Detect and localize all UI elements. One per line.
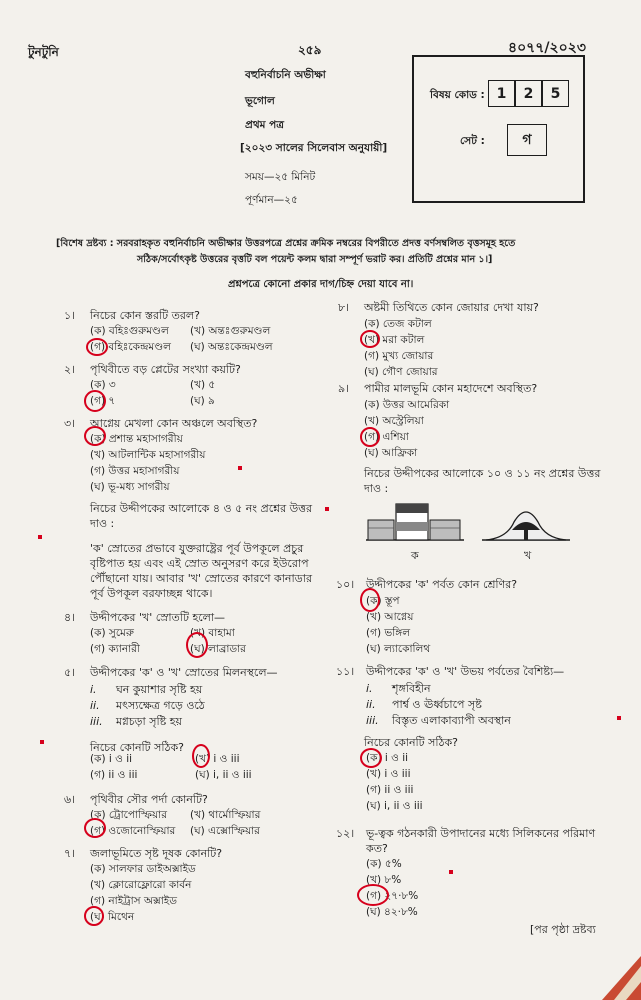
mountain-figures xyxy=(362,498,574,560)
option-d: (ঘ) লাব্রাডার xyxy=(190,643,246,655)
statement-text: পার্শ্ব ও ঊর্ধ্বচাপে সৃষ্ট xyxy=(392,698,482,711)
question-number: ৪। xyxy=(64,611,76,624)
syllabus: [২০২৩ সালের সিলেবাস অনুযায়ী] xyxy=(240,142,388,154)
stimulus-intro: নিচের উদ্দীপকের আলোকে ৪ ও ৫ নং প্রশ্নের উত্তর xyxy=(90,502,313,515)
stimulus-text: 'ক' স্রোতের প্রভাবে যুক্তরাষ্ট্রের পূর্ব উপকূলে প্রচুর xyxy=(90,542,304,555)
next-page-note: [পর পৃষ্ঠা দ্রষ্টব্য xyxy=(530,923,596,936)
full-marks: পূর্ণমান—২৫ xyxy=(245,194,298,206)
statement-label: iii. xyxy=(366,714,379,727)
which-correct: নিচের কোনটি সঠিক? xyxy=(364,736,458,749)
question-number: ১। xyxy=(64,309,76,322)
question-text: ভূ-ত্বক গঠনকারী উপাদানের মধ্যে সিলিকনের পরিমাণ xyxy=(366,827,596,840)
subject-code-digit: 1 xyxy=(488,80,515,107)
option-c: (গ) ৭ xyxy=(90,395,116,407)
option-b: (খ) অন্তঃগুরুমণ্ডল xyxy=(190,325,271,337)
laccolith-mountain-figure xyxy=(482,512,570,540)
question-text: নিচের কোন স্তরটি তরল? xyxy=(90,309,200,322)
question-number: ৩। xyxy=(64,417,76,430)
option-a: (ক) ৩ xyxy=(90,379,116,391)
document-code: ৪০৭৭/২০২৩ xyxy=(508,40,586,56)
question-number: ১১। xyxy=(336,665,355,678)
question-text: আগ্নেয় মেখলা কোন অঞ্চলে অবস্থিত? xyxy=(90,417,258,430)
option-b: (খ) ৮% xyxy=(366,874,402,886)
option-d: (ঘ) ল্যাকোলিথ xyxy=(366,643,431,655)
set-value: গ xyxy=(507,124,547,156)
answer-mark xyxy=(84,818,106,838)
stimulus-text: বৃষ্টিপাত হয় এবং এই স্রোত অনুসরণ করে ইউরোপ xyxy=(90,557,309,570)
question-text: উদ্দীপকের 'ক' ও 'খ' উভয় পর্বতের বৈশিষ্ট্য— xyxy=(366,665,565,678)
option-b: (খ) মরা কটাল xyxy=(364,334,425,346)
option-a: (ক) তেজ কটাল xyxy=(364,318,432,330)
option-c: (গ) ii ও iii xyxy=(366,784,414,796)
question-number: ৯। xyxy=(338,382,350,395)
subject-code-box xyxy=(412,55,585,203)
statement-label: iii. xyxy=(90,715,103,728)
option-c: (গ) নাইট্রাস অক্সাইড xyxy=(90,895,178,907)
option-a: (ক) সালফার ডাইঅক্সাইড xyxy=(90,863,196,875)
instruction-line-1: [বিশেষ দ্রষ্টব্য : সরবরাহকৃত বহুনির্বাচনি অভীক্ষার উত্তরপত্রে প্রশ্নের ক্রমিক নম্বরের বিপরীতে প্রদত্ত বর্ণসম্বলিত বৃত্তসমূহ হতে xyxy=(56,238,516,249)
question-text: পামীর মালভূমি কোন মহাদেশে অবস্থিত? xyxy=(364,382,538,395)
statement-label: i. xyxy=(366,682,373,695)
option-d: (ঘ) i, ii ও iii xyxy=(195,769,252,781)
question-number: ১০। xyxy=(336,578,355,591)
statement-label: ii. xyxy=(366,698,376,711)
option-d: (ঘ) মিথেন xyxy=(90,911,135,923)
option-d: (ঘ) এক্সোস্ফিয়ার xyxy=(190,825,260,837)
option-c: (গ) মুখ্য জোয়ার xyxy=(364,350,434,362)
stimulus-intro: দাও : xyxy=(364,482,389,495)
exam-time: সময়—২৫ মিনিট xyxy=(245,171,316,183)
option-a: (ক) i ও ii xyxy=(90,753,133,765)
option-b: (খ) আগ্নেয় xyxy=(366,611,414,623)
option-d: (ঘ) গৌণ জোয়ার xyxy=(364,366,438,378)
red-dot xyxy=(238,466,242,470)
answer-mark xyxy=(84,906,104,926)
which-correct: নিচের কোনটি সঠিক? xyxy=(90,741,184,754)
subject: ভূগোল xyxy=(245,95,275,107)
question-text: জলাভূমিতে সৃষ্ট দূষক কোনটি? xyxy=(90,847,223,860)
option-a: (ক) সুমেরু xyxy=(90,627,134,639)
paper: প্রথম পত্র xyxy=(245,119,284,131)
answer-mark xyxy=(360,748,382,768)
question-number: ৬। xyxy=(64,793,76,806)
question-number: ৫। xyxy=(64,666,76,679)
stimulus-text: পূর্ব উপকূল বরফাচ্ছন্ন থাকে। xyxy=(90,587,213,600)
answer-mark xyxy=(192,744,210,768)
option-c: (গ) ২৭·৮% xyxy=(366,890,419,902)
answer-mark xyxy=(186,632,208,658)
option-b: (খ) ক্লোরোফ্লোরো কার্বন xyxy=(90,879,192,891)
question-text: কত? xyxy=(366,842,388,855)
set-label: সেট : xyxy=(460,135,485,147)
question-text: অষ্টমী তিথিতে কোন জোয়ার দেখা যায়? xyxy=(364,301,539,314)
answer-mark xyxy=(357,884,389,906)
option-b: (খ) ৫ xyxy=(190,379,216,391)
option-c: (গ) ক্যানারী xyxy=(90,643,140,655)
statement-text: বিস্তৃত এলাকাব্যাপী অবস্থান xyxy=(392,714,511,727)
option-b: (খ) অস্ট্রেলিয়া xyxy=(364,415,424,427)
question-text: উদ্দীপকের 'ক' ও 'খ' স্রোতের মিলনস্থলে— xyxy=(90,666,278,679)
question-text: পৃথিবীতে বড় প্লেটের সংখ্যা কয়টি? xyxy=(90,363,241,376)
option-b: (খ) বাহামা xyxy=(190,627,235,639)
statement-text: ঘন কুয়াশার সৃষ্টি হয় xyxy=(116,683,203,696)
statement-text: মৎস্যক্ষেত্র গড়ে ওঠে xyxy=(116,699,205,712)
option-d: (ঘ) আফ্রিকা xyxy=(364,447,418,459)
subject-code-digit: 2 xyxy=(515,80,542,107)
subject-code-label: বিষয় কোড : xyxy=(430,89,485,101)
option-d: (ঘ) i, ii ও iii xyxy=(366,800,423,812)
block-mountain-figure xyxy=(366,504,464,540)
option-c: (গ) এশিয়া xyxy=(364,431,409,443)
exam-title: বহুনির্বাচনি অভীক্ষা xyxy=(245,69,326,81)
question-text: পৃথিবীর সৌর পর্দা কোনটি? xyxy=(90,793,208,806)
option-c: (গ) ওজোনোস্ফিয়ার xyxy=(90,825,176,837)
statement-text: শৃঙ্গবিহীন xyxy=(392,682,431,695)
answer-mark xyxy=(360,330,380,348)
question-number: ৭। xyxy=(64,847,76,860)
stimulus-intro: দাও : xyxy=(90,517,115,530)
notice: প্রশ্নপত্রে কোনো প্রকার দাগ/চিহ্ন দেয়া যাবে না। xyxy=(228,279,414,290)
option-a: (ক) ৫% xyxy=(366,858,402,870)
option-c: (গ) বহিঃকেন্দ্রমণ্ডল xyxy=(90,341,171,353)
option-c: (গ) ভঙ্গিল xyxy=(366,627,411,639)
figure-label-b: খ xyxy=(524,549,532,562)
option-a: (ক) প্রশান্ত মহাসাগরীয় xyxy=(90,433,183,445)
red-dot xyxy=(40,740,44,744)
red-dot xyxy=(617,716,621,720)
option-a: (ক) বহিঃগুরুমণ্ডল xyxy=(90,325,169,337)
instruction-line-2: সঠিক/সর্বোৎকৃষ্ট উত্তরের বৃত্তটি বল পয়েন্ট কলম দ্বারা সম্পূর্ণ ভরাট কর। প্রতিটি প্রশ্নের মান ১।] xyxy=(137,254,493,265)
statement-label: i. xyxy=(90,683,97,696)
option-b: (খ) আটলান্টিক মহাসাগরীয় xyxy=(90,449,206,461)
board-name: টুনটুনি xyxy=(28,45,59,59)
answer-mark xyxy=(84,426,106,446)
red-dot xyxy=(449,870,453,874)
question-number: ১২। xyxy=(336,827,355,840)
answer-mark xyxy=(84,390,106,412)
red-dot xyxy=(38,535,42,539)
page-corner-fold xyxy=(596,956,641,1000)
question-number: ২। xyxy=(64,363,76,376)
page-number: ২৫৯ xyxy=(298,43,322,57)
statement-text: মগ্নচড়া সৃষ্টি হয় xyxy=(116,715,182,728)
option-a: (ক) উত্তর আমেরিকা xyxy=(364,399,450,411)
option-b: (খ) থার্মোস্ফিয়ার xyxy=(190,809,261,821)
option-a: (ক) ট্রোপোস্ফিয়ার xyxy=(90,809,168,821)
red-dot xyxy=(325,507,329,511)
question-text: উদ্দীপকের 'ক' পর্বত কোন শ্রেণির? xyxy=(366,578,518,591)
question-number: ৮। xyxy=(338,301,350,314)
option-c: (গ) উত্তর মহাসাগরীয় xyxy=(90,465,180,477)
figure-label-a: ক xyxy=(411,549,419,562)
answer-mark xyxy=(360,588,380,612)
answer-mark xyxy=(86,338,108,356)
option-a: (ক) স্তূপ xyxy=(366,595,400,607)
option-a: (ক) i ও ii xyxy=(366,752,409,764)
stimulus-intro: নিচের উদ্দীপকের আলোকে ১০ ও ১১ নং প্রশ্নের উত্তর xyxy=(364,467,601,480)
option-d: (ঘ) ভূ-মধ্য সাগরীয় xyxy=(90,481,170,493)
option-d: (ঘ) অন্তঃকেন্দ্রমণ্ডল xyxy=(190,341,273,353)
option-c: (গ) ii ও iii xyxy=(90,769,138,781)
option-d: (ঘ) ৯ xyxy=(190,395,215,407)
option-d: (ঘ) ৪২·৮% xyxy=(366,906,418,918)
question-text: উদ্দীপকের 'খ' স্রোতটি হলো— xyxy=(90,611,226,624)
subject-code-digit: 5 xyxy=(542,80,569,107)
answer-mark xyxy=(360,427,380,447)
option-b: (খ) i ও iii xyxy=(366,768,411,780)
stimulus-text: পৌঁছানো যায়। আবার 'খ' স্রোতের কারণে কানাডার xyxy=(90,572,313,585)
option-b: (খ) i ও iii xyxy=(195,753,240,765)
statement-label: ii. xyxy=(90,699,100,712)
